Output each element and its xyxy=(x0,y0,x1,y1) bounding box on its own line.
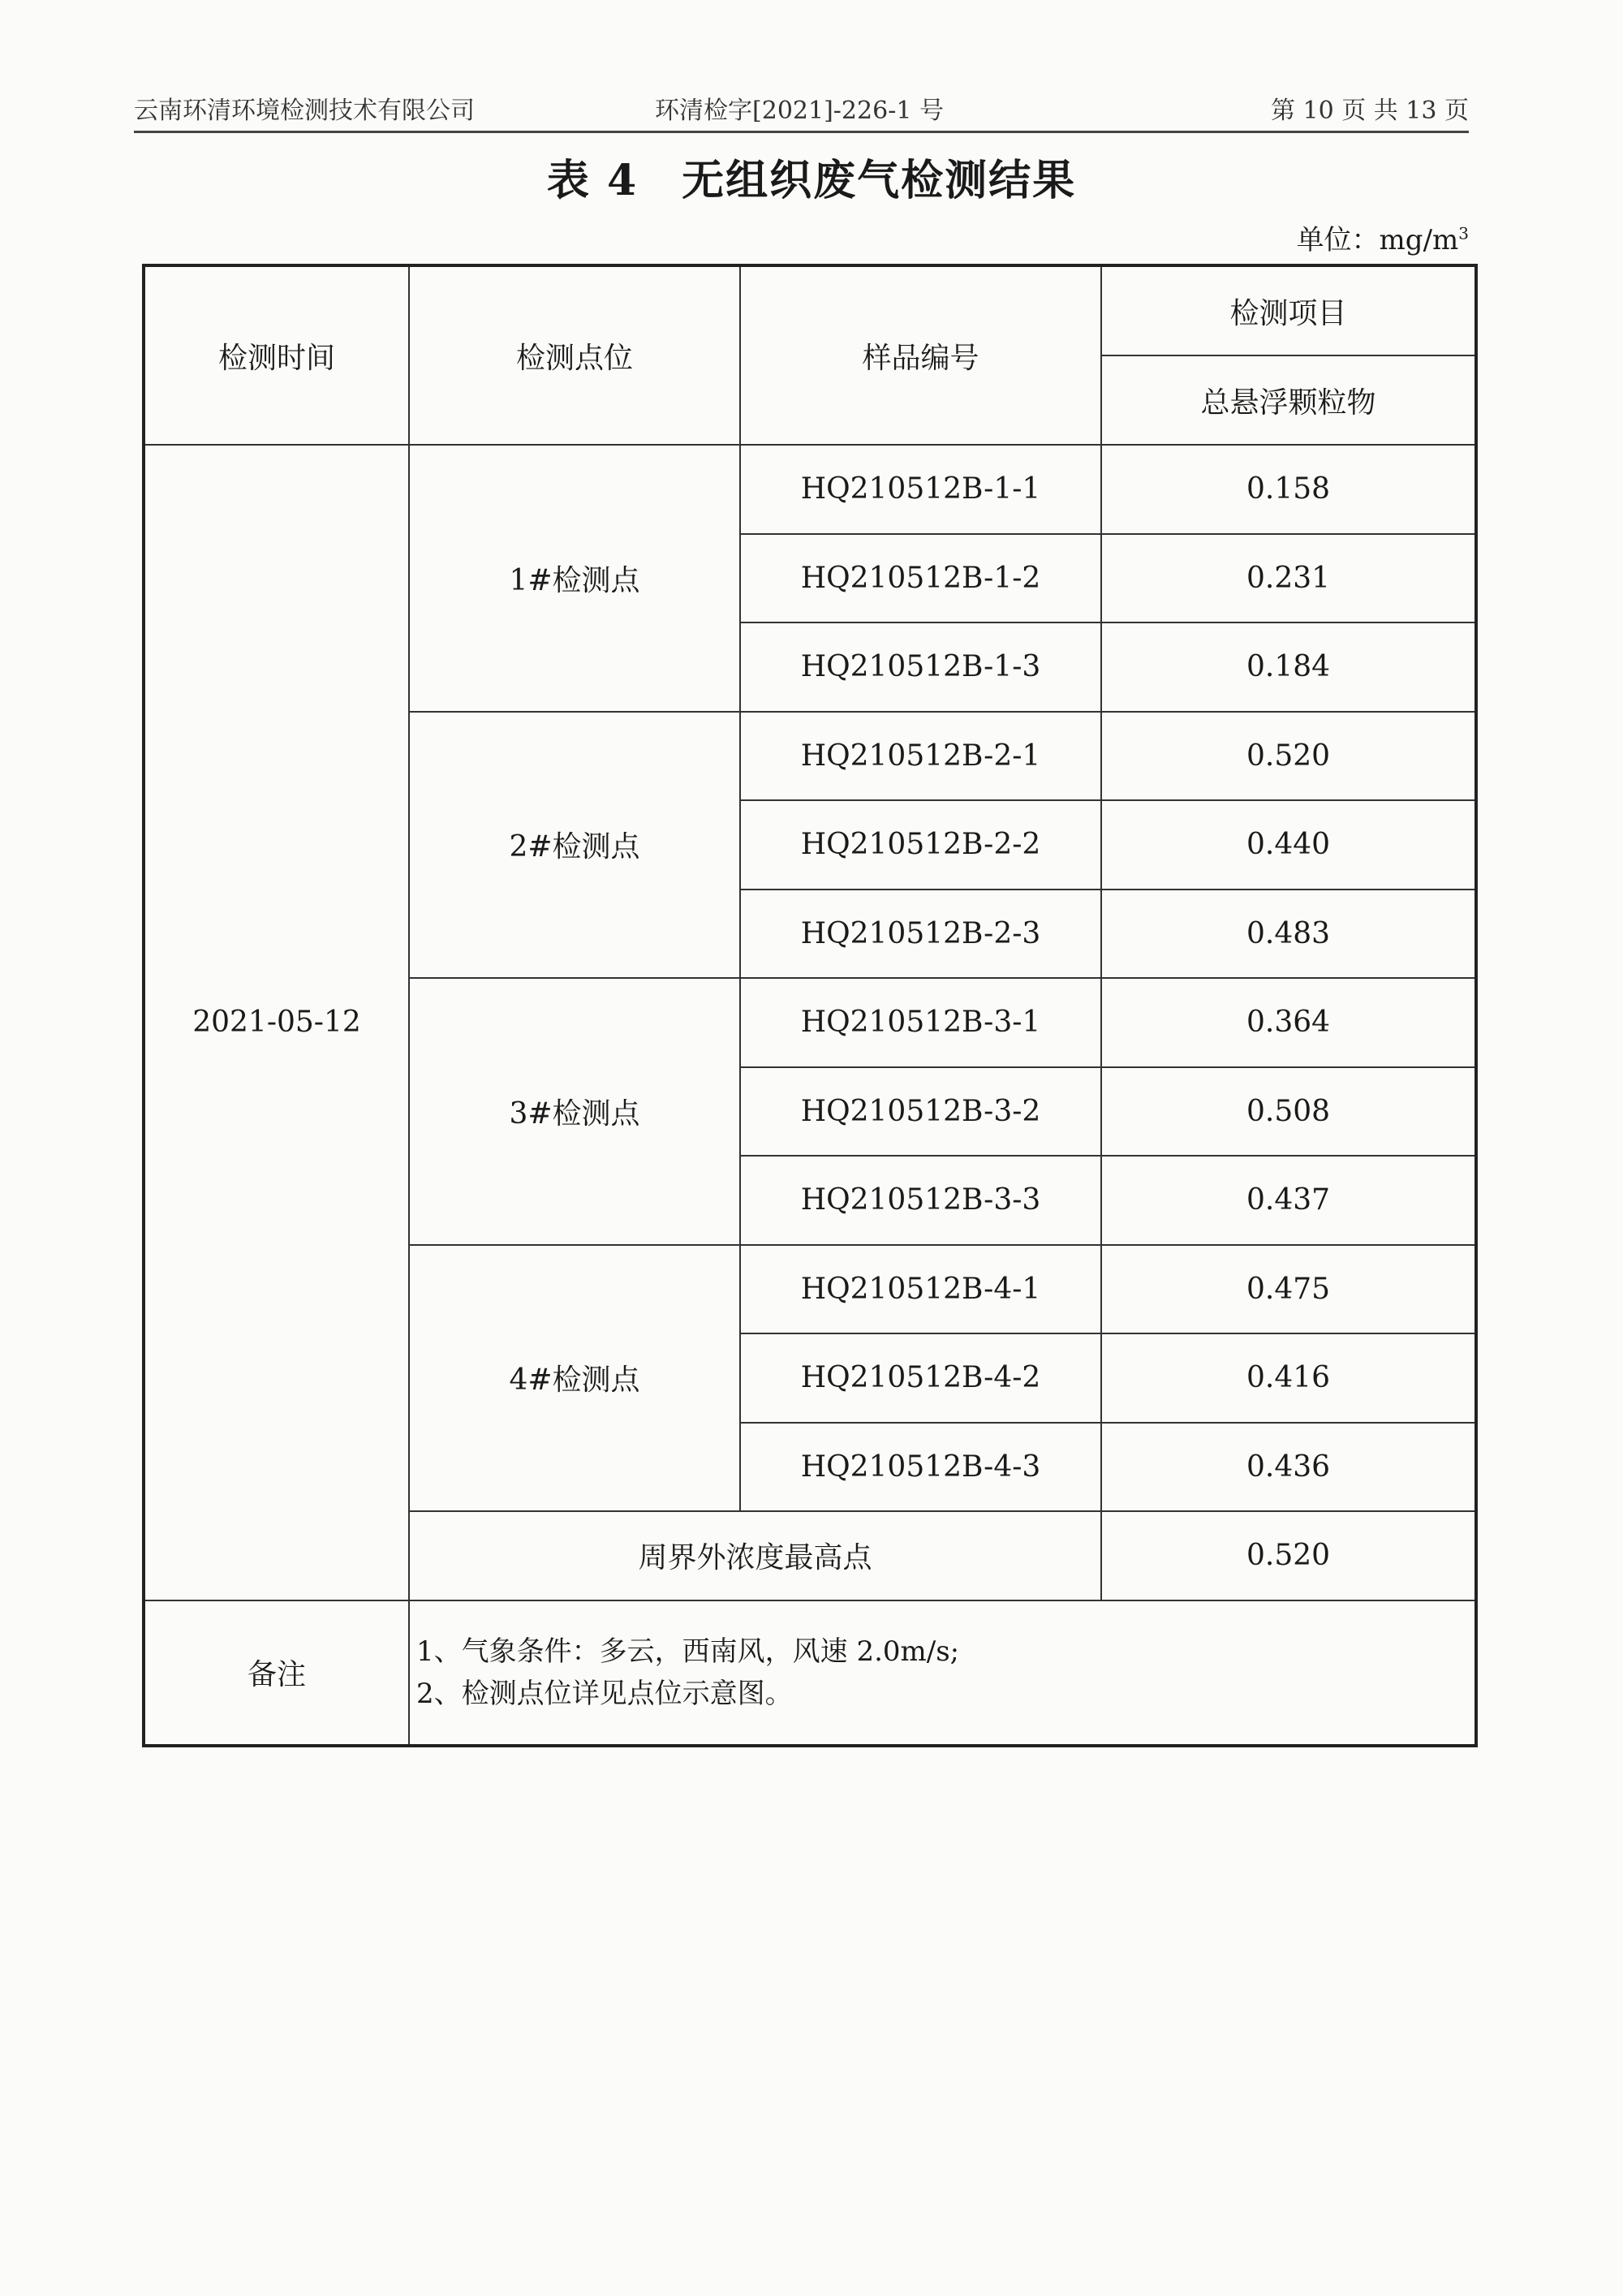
point-cell: 4#检测点 xyxy=(409,1245,740,1512)
sample-cell: HQ210512B-2-3 xyxy=(740,890,1101,979)
max-label: 周界外浓度最高点 xyxy=(409,1511,1101,1600)
sample-cell: HQ210512B-4-2 xyxy=(740,1333,1101,1423)
sample-cell: HQ210512B-1-3 xyxy=(740,622,1101,712)
unit-text: 单位：mg/m xyxy=(1296,224,1459,256)
remark-row xyxy=(144,1600,1476,1746)
page-header xyxy=(134,92,1469,133)
header-time: 检测时间 xyxy=(144,265,409,445)
value-cell: 0.364 xyxy=(1101,978,1476,1067)
value-cell: 0.440 xyxy=(1101,800,1476,890)
value-cell: 0.436 xyxy=(1101,1423,1476,1512)
header-tsp: 总悬浮颗粒物 xyxy=(1101,355,1476,445)
sample-cell: HQ210512B-1-1 xyxy=(740,445,1101,534)
sample-cell: HQ210512B-4-3 xyxy=(740,1423,1101,1512)
sample-cell: HQ210512B-2-2 xyxy=(740,800,1101,890)
point-cell: 3#检测点 xyxy=(409,978,740,1245)
point-cell: 2#检测点 xyxy=(409,712,740,979)
max-value: 0.520 xyxy=(1101,1511,1476,1600)
page-number: 第 10 页 共 13 页 xyxy=(1270,97,1469,125)
sample-cell: HQ210512B-3-2 xyxy=(740,1067,1101,1157)
sample-cell: HQ210512B-4-1 xyxy=(740,1245,1101,1334)
sample-cell: HQ210512B-2-1 xyxy=(740,712,1101,801)
remark-label: 备注 xyxy=(144,1600,409,1746)
table-title: 表 4 无组织废气检测结果 xyxy=(546,156,1077,205)
value-cell: 0.475 xyxy=(1101,1245,1476,1334)
date-cell: 2021-05-12 xyxy=(144,445,409,1600)
remark-text xyxy=(409,1600,1476,1746)
point-cell: 1#检测点 xyxy=(409,445,740,712)
unit-superscript: 3 xyxy=(1458,223,1469,243)
value-cell: 0.483 xyxy=(1101,890,1476,979)
remark-line: 1、气象条件：多云，西南风，风速 2.0m/s; xyxy=(416,1635,960,1668)
sample-cell: HQ210512B-3-3 xyxy=(740,1156,1101,1245)
sample-cell: HQ210512B-1-2 xyxy=(740,534,1101,623)
sample-cell: HQ210512B-3-1 xyxy=(740,978,1101,1067)
report-number: 环清检字[2021]-226-1 号 xyxy=(655,97,944,125)
value-cell: 0.231 xyxy=(1101,534,1476,623)
value-cell: 0.508 xyxy=(1101,1067,1476,1157)
header-sample: 样品编号 xyxy=(740,265,1101,445)
company-name: 云南环清环境检测技术有限公司 xyxy=(134,97,475,125)
header-item: 检测项目 xyxy=(1101,265,1476,355)
remark-line: 2、检测点位详见点位示意图。 xyxy=(416,1677,793,1710)
value-cell: 0.184 xyxy=(1101,622,1476,712)
header-point: 检测点位 xyxy=(409,265,740,445)
results-table xyxy=(142,264,1478,1747)
table-row xyxy=(144,445,1476,534)
value-cell: 0.158 xyxy=(1101,445,1476,534)
value-cell: 0.416 xyxy=(1101,1333,1476,1423)
value-cell: 0.520 xyxy=(1101,712,1476,801)
value-cell: 0.437 xyxy=(1101,1156,1476,1245)
unit-label xyxy=(1297,218,1469,257)
